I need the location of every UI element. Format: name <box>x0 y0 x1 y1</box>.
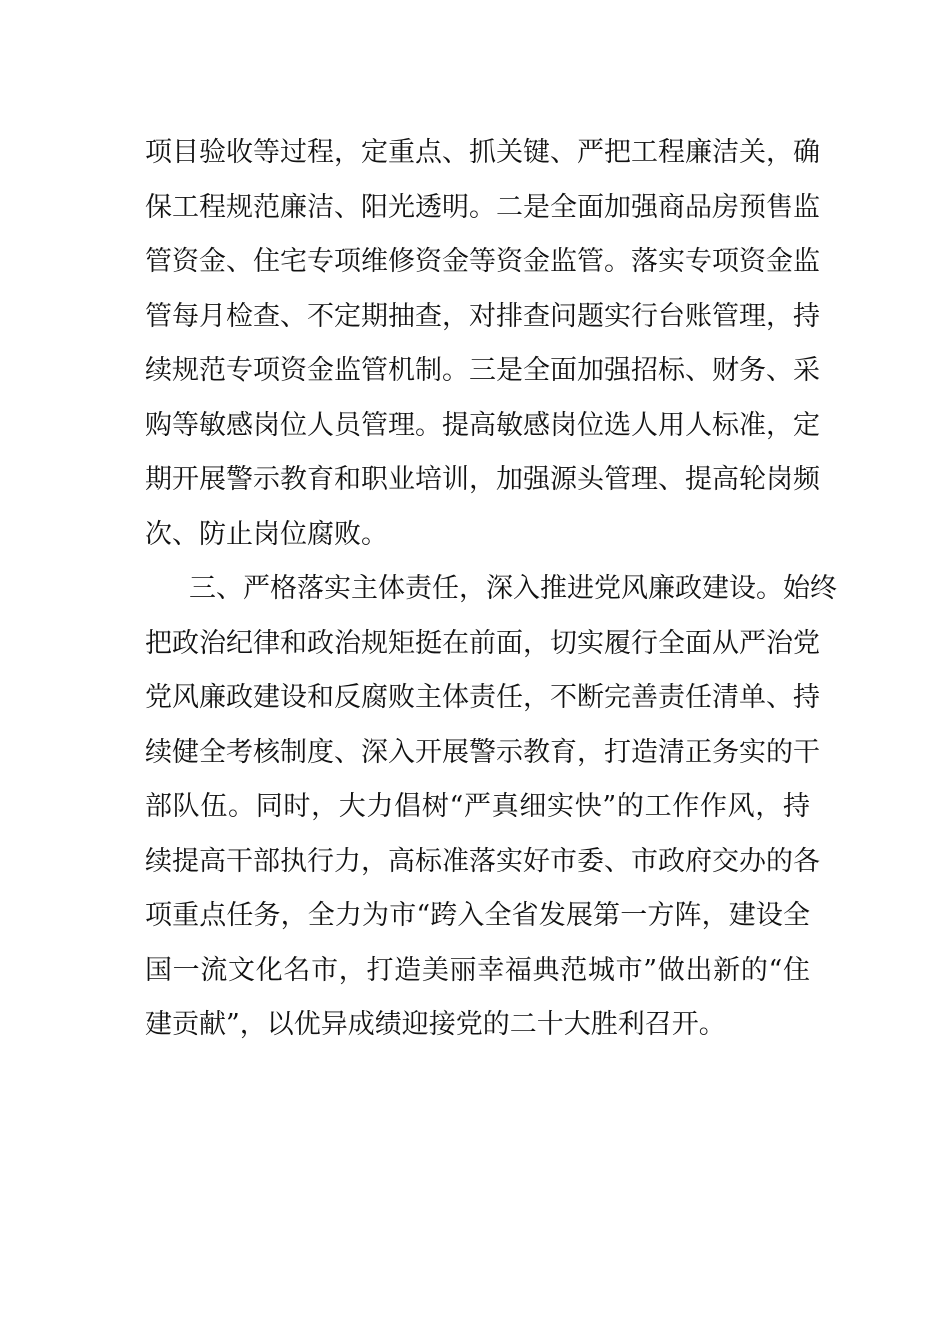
text-line: 国一流文化名市，打造美丽幸福典范城市”做出新的“住 <box>145 954 810 986</box>
text-line: 把政治纪律和政治规矩挺在前面，切实履行全面从严治党 <box>145 627 820 659</box>
text-line: 续健全考核制度、深入开展警示教育，打造清正务实的干 <box>145 736 820 768</box>
text-line: 党风廉政建设和反腐败主体责任，不断完善责任清单、持 <box>145 682 820 713</box>
text-line: 购等敏感岗位人员管理。提高敏感岗位选人用人标准，定 <box>145 409 820 441</box>
text-line: 项重点任务，全力为市“跨入全省发展第一方阵，建设全 <box>145 900 810 931</box>
text-line: 保工程规范廉洁、阳光透明。二是全面加强商品房预售监 <box>145 191 820 223</box>
document-body <box>145 126 837 1053</box>
text-line: 项目验收等过程，定重点、抓关键、严把工程廉洁关，确 <box>145 137 820 168</box>
text-line: 管资金、住宅专项维修资金等资金监管。落实专项资金监 <box>145 246 820 277</box>
section-heading-line: 三、严格落实主体责任，深入推进党风廉政建设。始终 <box>189 573 837 604</box>
text-line: 期开展警示教育和职业培训，加强源头管理、提高轮岗频 <box>145 464 820 495</box>
text-line: 续提高干部执行力，高标准落实好市委、市政府交办的各 <box>145 845 820 877</box>
text-line: 管每月检查、不定期抽查，对排查问题实行台账管理，持 <box>145 300 820 332</box>
text-line: 续规范专项资金监管机制。三是全面加强招标、财务、采 <box>145 355 820 386</box>
text-line: 建贡献”，以优异成绩迎接党的二十大胜利召开。 <box>145 1009 726 1040</box>
text-line: 次、防止岗位腐败。 <box>145 518 388 550</box>
text-line: 部队伍。同时，大力倡树“严真细实快”的工作作风，持 <box>145 791 810 822</box>
